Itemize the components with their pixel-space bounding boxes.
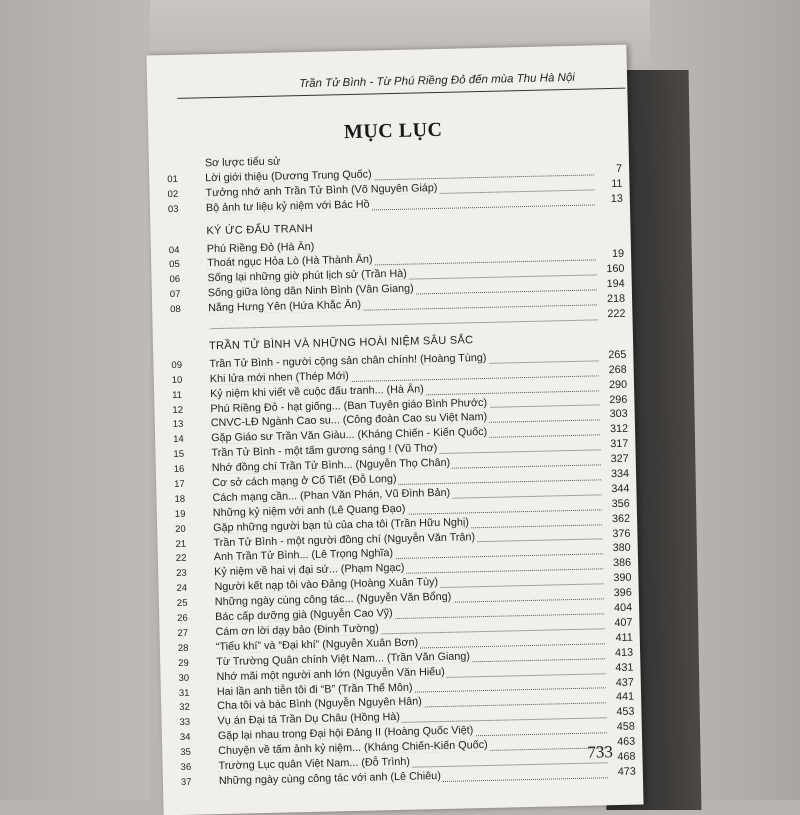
page-number: 733 bbox=[587, 742, 614, 762]
toc-entry-title: Trần Tử Bình - người cộng sản chân chính! (Hoàng Tùng) bbox=[209, 351, 487, 371]
toc-entry-title: Trường Lục quân Việt Nam... (Đỗ Trình) bbox=[218, 755, 411, 773]
toc-entry-number bbox=[167, 158, 201, 159]
toc-entry-page: 390 bbox=[603, 572, 631, 585]
toc-entry-page: 265 bbox=[598, 349, 626, 362]
toc-entry-page: 356 bbox=[602, 498, 630, 511]
toc-entry-number: 30 bbox=[178, 672, 190, 684]
toc-entry-number: 08 bbox=[170, 303, 181, 316]
toc-entry-title: Sơ lược tiểu sử bbox=[204, 155, 281, 170]
toc-entry-number: 31 bbox=[178, 687, 190, 699]
toc-entry-number: 09 bbox=[171, 359, 183, 371]
toc-entry-title: Sống giữa lòng dân Ninh Bình (Vân Giang) bbox=[207, 282, 414, 300]
toc-entry-number: 37 bbox=[180, 776, 192, 788]
toc-entry-title: Cách mạng cần... (Phan Văn Phán, Vũ Đình Bản) bbox=[212, 486, 451, 505]
toc-entry-title: Chuyện về tấm ảnh kỷ niệm... (Kháng Chiến-Kiến Quốc) bbox=[218, 739, 488, 758]
toc-entry-page: 396 bbox=[604, 587, 632, 600]
toc-entry-number: 10 bbox=[171, 374, 183, 386]
toc-entry-title: Tưởng nhớ anh Trần Tử Bình (Võ Nguyên Giáp) bbox=[205, 181, 438, 200]
toc-entry-number: 20 bbox=[175, 523, 186, 535]
toc-entry-number: 23 bbox=[176, 568, 187, 580]
toc-entry-title: Kỷ niệm khi viết về cuộc đấu tranh... (Hà Ân) bbox=[209, 383, 424, 400]
toc-entry-page: 296 bbox=[599, 393, 627, 406]
toc-entry-number: 34 bbox=[179, 731, 191, 744]
toc-entry-title: Thoát ngục Hỏa Lò (Hà Thành Ân) bbox=[207, 253, 373, 270]
toc-entry-page: 411 bbox=[605, 631, 633, 644]
toc-entry-page: 303 bbox=[600, 408, 628, 421]
toc-section-heading-text: KÝ ỨC ĐẤU TRANH bbox=[206, 222, 314, 237]
toc-entry-number: 15 bbox=[173, 449, 185, 461]
toc-entry-page: 413 bbox=[605, 646, 633, 659]
header-rule bbox=[177, 88, 625, 99]
toc-entry-title: Phú Riềng Đỏ (Hà Ân) bbox=[206, 240, 315, 255]
toc-entry-page: 268 bbox=[599, 364, 627, 377]
toc-entry-number: 32 bbox=[179, 702, 190, 714]
toc-entry-number: 02 bbox=[167, 188, 179, 200]
toc-entry-title bbox=[208, 317, 210, 329]
toc-entry-title: “Tiểu khí” và “Đại khí” (Nguyễn Xuân Bơn) bbox=[215, 636, 419, 653]
toc-entry-number: 17 bbox=[174, 478, 185, 491]
toc-entry-page: 437 bbox=[606, 676, 634, 689]
toc-entry-number: 13 bbox=[172, 419, 184, 431]
toc-entry-title: Vụ án Đại tá Trần Dụ Châu (Hồng Hà) bbox=[217, 711, 401, 728]
toc-entry-number: 12 bbox=[172, 404, 184, 416]
toc-entry-title: Sống lại những giờ phút lịch sử (Trần Hà) bbox=[207, 268, 407, 285]
toc-entry-page: 11 bbox=[594, 178, 622, 191]
toc-entry-page: 344 bbox=[601, 483, 629, 496]
toc-entry-number: 14 bbox=[173, 434, 184, 446]
toc-entry-title: Phú Riềng Đỏ - hạt giống... (Ban Tuyên giáo Bình Phước) bbox=[210, 396, 488, 415]
toc-entry-page: 19 bbox=[596, 248, 624, 261]
toc-entry-title: Trần Tử Bình - một người đồng chí (Nguyễn Văn Trân) bbox=[213, 530, 476, 549]
book-page bbox=[146, 45, 643, 815]
toc-entry-title: Lời giới thiệu (Dương Trung Quốc) bbox=[205, 168, 372, 185]
toc-entry-page: 380 bbox=[603, 542, 631, 555]
toc-entry-page: 194 bbox=[597, 278, 625, 291]
toc-entry-number: 05 bbox=[169, 259, 180, 271]
toc-entry-page: 431 bbox=[605, 661, 633, 674]
toc-entry-title: Hai lần anh tiễn tôi đi “B” (Trần Thế Môn) bbox=[216, 681, 413, 698]
toc-entry-title: Bộ ảnh tư liệu kỷ niệm với Bác Hồ bbox=[205, 198, 370, 214]
toc-entry-page: 327 bbox=[601, 453, 629, 466]
toc-entry-title: Nhớ mãi một người anh lớn (Nguyễn Văn Hiếu) bbox=[216, 665, 445, 683]
toc-entry-number: 25 bbox=[176, 597, 188, 610]
toc-entry-number: 03 bbox=[167, 203, 179, 215]
toc-entry-page bbox=[594, 148, 622, 149]
toc-entry-title: CNVC-LĐ Ngành Cao su... (Công đoàn Cao su Việt Nam) bbox=[210, 411, 488, 430]
toc-entry-page bbox=[596, 233, 624, 234]
toc-entry-title: Bác cấp dưỡng già (Nguyễn Cao Vỹ) bbox=[215, 607, 393, 624]
toc-entry-page: 334 bbox=[601, 468, 629, 481]
toc-entry-title: Người kết nạp tôi vào Đảng (Hoàng Xuân Tùy) bbox=[214, 576, 439, 594]
toc-entry-title: Kỷ niệm về hai vị đại sứ... (Phạm Ngạc) bbox=[214, 562, 405, 579]
toc-entry-number bbox=[170, 318, 204, 319]
toc-entry-number: 21 bbox=[175, 538, 187, 550]
toc-entry-title: Nắng Hưng Yên (Hứa Khắc Ân) bbox=[208, 298, 362, 315]
toc-entry-title: Những ngày cùng công tác với anh (Lê Chiêu) bbox=[218, 769, 441, 787]
toc-entry-title: Những kỷ niệm với anh (Lê Quang Đạo) bbox=[212, 502, 406, 519]
toc-entry-number: 18 bbox=[174, 493, 186, 505]
toc-entry-number: 01 bbox=[167, 173, 178, 185]
toc-entry-number: 24 bbox=[176, 583, 188, 595]
toc-entry-number: 28 bbox=[177, 642, 189, 654]
toc-entry-number: 29 bbox=[178, 657, 189, 669]
toc-entry-number: 06 bbox=[169, 274, 181, 286]
toc-entry-page: 386 bbox=[603, 557, 631, 570]
toc-entry-title: Trần Tử Bình - một tấm gương sáng ! (Vũ Thơ) bbox=[211, 442, 438, 460]
toc-entry-number: 19 bbox=[174, 508, 186, 520]
toc-entry-number: 33 bbox=[179, 717, 191, 729]
toc-entry-number: 04 bbox=[168, 244, 180, 256]
toc-entry-number: 35 bbox=[180, 746, 191, 759]
toc-entry-page: 290 bbox=[599, 378, 627, 391]
toc-entry-page: 453 bbox=[606, 706, 634, 719]
toc-entry-title: Gặp lại nhau trong Đại hội Đảng II (Hoàng Quốc Việt) bbox=[217, 724, 474, 743]
toc-entry-number: 27 bbox=[177, 627, 189, 639]
toc-entry-page: 468 bbox=[607, 751, 635, 764]
toc-entry-number: 11 bbox=[172, 389, 183, 401]
toc-entry-number: 26 bbox=[177, 612, 188, 625]
toc-entry-number: 22 bbox=[175, 553, 187, 565]
toc-entry-page: 222 bbox=[597, 308, 625, 321]
toc-entry-title: Từ Trường Quân chính Việt Nam... (Trần Văn Giang) bbox=[216, 650, 471, 668]
toc-entry-title: Gặp Giáo sư Trần Văn Giàu... (Kháng Chiến - Kiến Quốc) bbox=[211, 426, 488, 445]
toc-entry-title: Gặp những người bạn tù của cha tôi (Trần Hữu Nghị) bbox=[213, 516, 470, 534]
toc-section-heading-text: TRẦN TỬ BÌNH VÀ NHỮNG HOÀI NIỆM SÂU SẮC bbox=[208, 334, 474, 353]
toc-entry-page: 376 bbox=[602, 527, 630, 540]
toc-entry-title: Cơ sở cách mạng ở Cổ Tiết (Đỗ Long) bbox=[212, 473, 397, 490]
toc-entry-page: 218 bbox=[597, 293, 625, 306]
toc-entry-title: Anh Trần Tử Bình... (Lê Trọng Nghĩa) bbox=[213, 547, 394, 564]
toc-entry-number: 36 bbox=[180, 761, 192, 773]
toc-entry-page: 463 bbox=[607, 736, 635, 749]
toc-entry-page: 13 bbox=[595, 192, 623, 205]
toc-entry-page: 317 bbox=[600, 438, 628, 451]
toc-title: MỤC LỤC bbox=[343, 118, 443, 144]
toc-entry-title: Cám ơn lời dạy bảo (Đinh Tường) bbox=[215, 622, 379, 639]
toc-entry-page: 407 bbox=[604, 617, 632, 630]
toc-entry-page: 160 bbox=[596, 263, 624, 276]
toc-entry-page: 404 bbox=[604, 602, 632, 615]
toc-entry-title: Nhớ đồng chí Trần Tử Bình... (Nguyễn Thọ Chân) bbox=[211, 456, 451, 475]
toc-list bbox=[167, 148, 636, 791]
toc-entry-title: Những ngày cùng công tác... (Nguyễn Văn Bổng) bbox=[214, 590, 452, 609]
toc-entry-page: 7 bbox=[594, 163, 622, 176]
toc-entry-title: Khi lửa mới nhen (Thép Mới) bbox=[209, 369, 349, 385]
background-left bbox=[0, 0, 150, 800]
toc-entry-page: 362 bbox=[602, 512, 630, 525]
toc-entry-page: 312 bbox=[600, 423, 628, 436]
toc-entry-number: 07 bbox=[169, 289, 181, 301]
toc-entry-title: Cha tôi và bác Bình (Nguyễn Nguyên Hân) bbox=[217, 695, 422, 713]
toc-entry-page: 458 bbox=[607, 721, 635, 734]
toc-entry-number: 16 bbox=[173, 463, 185, 476]
toc-entry-page: 473 bbox=[608, 765, 636, 778]
toc-entry-page: 441 bbox=[606, 691, 634, 704]
running-head: Trần Tử Bình - Từ Phú Riềng Đỏ đến mùa Thu Hà Nội bbox=[298, 71, 575, 91]
